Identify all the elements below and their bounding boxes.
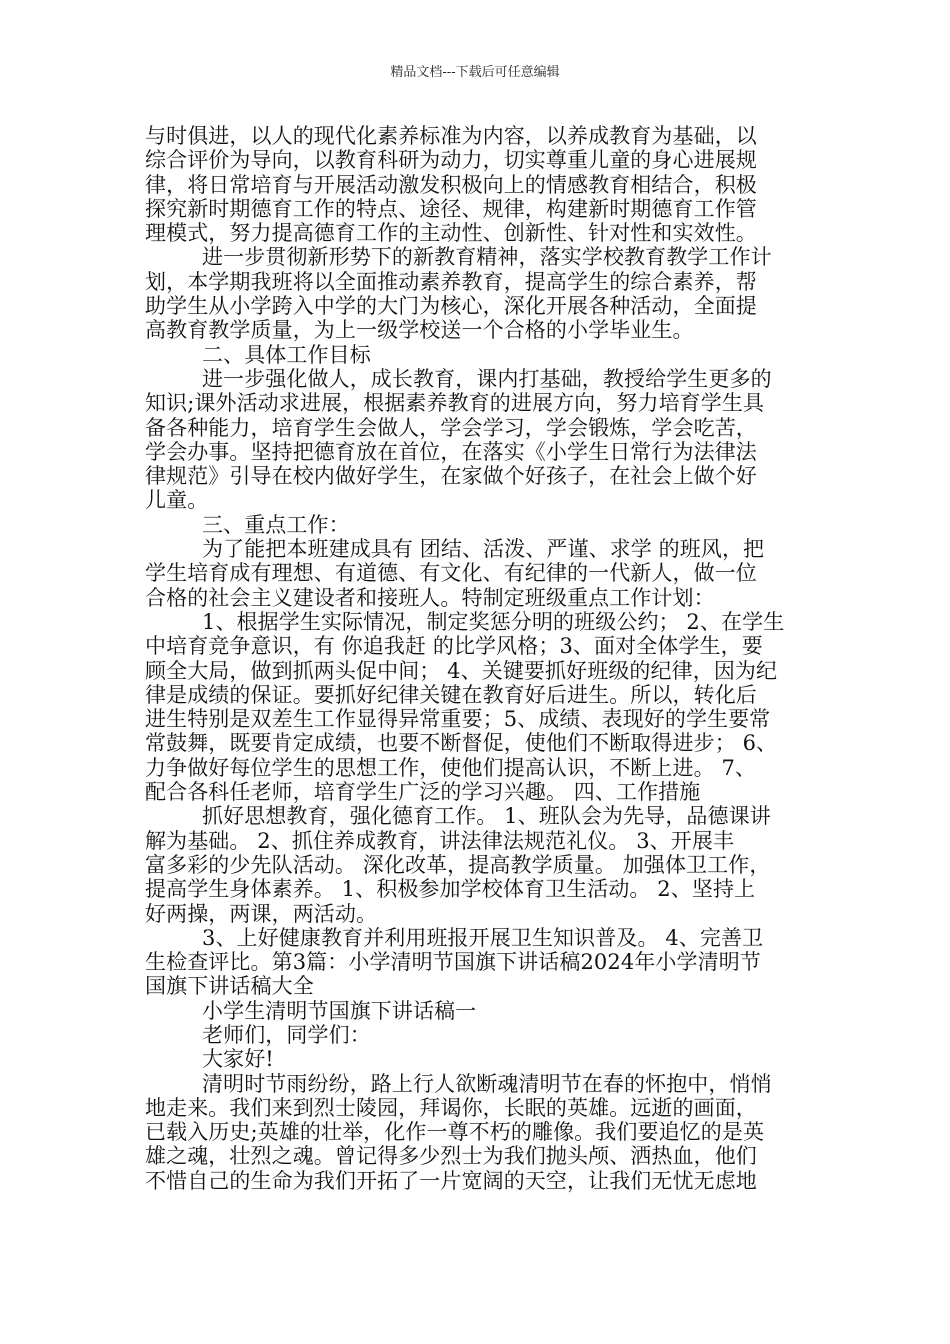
text-line: 合格的社会主义建设者和接班人。特制定班级重点工作计划： [145, 585, 715, 610]
text-line: 大家好! [202, 1047, 274, 1072]
text-line: 理模式，努力提高德育工作的主动性、创新性、针对性和实效性。 [145, 221, 757, 246]
text-line: 进生特别是双差生工作显得异常重要；5、成绩、表现好的学生要常 [145, 707, 771, 732]
page-header: 精品文档---下载后可任意编辑 [390, 65, 560, 80]
text-line: 力争做好每位学生的思想工作，使他们提高认识，不断上进。 7、 [145, 755, 757, 780]
text-line: 律规范》引导在校内做好学生，在家做个好孩子，在社会上做个好 [145, 464, 757, 489]
text-line: 小学生清明节国旗下讲话稿一 [202, 998, 477, 1023]
text-line: 儿童。 [145, 488, 209, 513]
text-line: 三、重点工作： [202, 512, 350, 537]
text-line: 已载入历史;英雄的壮举，化作一尊不朽的雕像。我们要追忆的是英 [145, 1120, 765, 1145]
text-line: 生检查评比。第3篇：小学清明节国旗下讲话稿2024年小学清明节 [145, 950, 761, 975]
text-line: 国旗下讲话稿大全 [145, 974, 314, 999]
text-line: 提高学生身体素养。 1、积极参加学校体育卫生活动。 2、坚持上 [145, 877, 756, 902]
text-line: 好两操，两课，两活动。 [145, 901, 378, 926]
text-line: 中培育竞争意识，有 你追我赶 的比学风格；3、面对全体学生，要 [145, 634, 763, 659]
text-line: 高教育教学质量，为上一级学校送一个合格的小学毕业生。 [145, 318, 694, 343]
text-line: 进一步强化做人，成长教育，课内打基础，教授给学生更多的 [202, 366, 772, 391]
text-line: 雄之魂，壮烈之魂。曾记得多少烈士为我们抛头颅、洒热血，他们 [145, 1144, 757, 1169]
text-line: 解为基础。 2、抓住养成教育，讲法律法规范礼仪。 3、开展丰 [145, 828, 735, 853]
text-line: 探究新时期德育工作的特点、途径、规律，构建新时期德育工作管 [145, 196, 757, 221]
text-line: 学会办事。坚持把德育放在首位，在落实《小学生日常行为法律法 [145, 439, 757, 464]
text-line: 配合各科任老师，培育学生广泛的学习兴趣。 四、工作措施 [145, 780, 701, 805]
text-line: 为了能把本班建成具有 团结、活泼、严谨、求学 的班风，把 [202, 537, 765, 562]
text-line: 备各种能力，培育学生会做人，学会学习，学会锻炼，学会吃苦， [145, 415, 757, 440]
text-line: 富多彩的少先队活动。 深化改革，提高教学质量。 加强体卫工作， [145, 852, 771, 877]
text-line: 顾全大局，做到抓两头促中间； 4、关键要抓好班级的纪律，因为纪 [145, 658, 778, 683]
text-line: 进一步贯彻新形势下的新教育精神，落实学校教育教学工作计 [202, 245, 772, 270]
text-line: 律，将日常培育与开展活动激发积极向上的情感教育相结合，积极 [145, 172, 757, 197]
text-line: 律是成绩的保证。要抓好纪律关键在教育好后进生。所以，转化后 [145, 682, 757, 707]
text-line: 常鼓舞，既要肯定成绩，也要不断督促，使他们不断取得进步； 6、 [145, 731, 778, 756]
text-line: 学生培育成有理想、有道德、有文化、有纪律的一代新人，做一位 [145, 561, 757, 586]
text-line: 与时俱进，以人的现代化素养标准为内容，以养成教育为基础，以 [145, 124, 757, 148]
text-line: 抓好思想教育，强化德育工作。 1、班队会为先导，品德课讲 [202, 804, 771, 829]
text-line: 知识;课外活动求进展，根据素养教育的进展方向，努力培育学生具 [145, 391, 765, 416]
text-line: 1、根据学生实际情况，制定奖惩分明的班级公约； 2、在学生 [202, 609, 785, 634]
text-line: 3、上好健康教育并利用班报开展卫生知识普及。 4、完善卫 [202, 925, 764, 950]
text-line: 地走来。我们来到烈士陵园，拜谒你，长眠的英雄。远逝的画面， [145, 1095, 757, 1120]
text-line: 不惜自己的生命为我们开拓了一片宽阔的天空，让我们无忧无虑地 [145, 1168, 757, 1193]
text-line: 老师们，同学们： [202, 1022, 371, 1047]
text-line: 助学生从小学跨入中学的大门为核心，深化开展各种活动，全面提 [145, 294, 757, 319]
text-line: 划，本学期我班将以全面推动素养教育，提高学生的综合素养，帮 [145, 269, 757, 294]
text-line: 二、具体工作目标 [202, 342, 371, 367]
document-body [145, 124, 813, 1193]
text-line: 清明时节雨纷纷，路上行人欲断魂清明节在春的怀抱中，悄悄 [202, 1071, 772, 1096]
text-line: 综合评价为导向，以教育科研为动力，切实尊重儿童的身心进展规 [145, 148, 757, 173]
